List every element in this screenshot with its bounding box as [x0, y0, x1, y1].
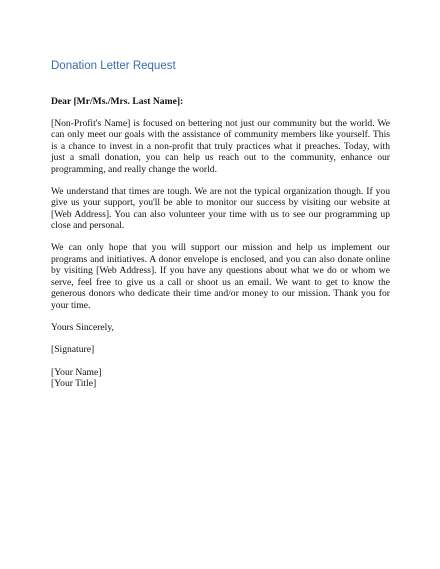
- sender-name: [Your Name]: [51, 366, 102, 378]
- paragraph-mission: We can only hope that you will support our mission and help us implement our programs and initiatives. A donor envelope is enclosed, and you can also donate online by visiting [Web Address]. If you have any questions about what we do or whom we serve, feel free to give us a call or shoot us an email. We want to get to know the generous donors who dedicate their time and/or money to our mission. Thank you for your time.: [51, 241, 390, 311]
- sender-block: [51, 367, 390, 390]
- sender-title: [Your Title]: [51, 378, 97, 390]
- salutation: Dear [Mr/Ms./Mrs. Last Name]:: [51, 96, 184, 107]
- paragraph-support: We understand that times are tough. We are not the typical organization though. If you give us your support, you'll be able to monitor our success by visiting our website at [Web Address]. You can also volunteer your time with us to see our programming up close and personal.: [51, 185, 390, 232]
- closing: Yours Sincerely,: [51, 321, 114, 333]
- signature-placeholder: [Signature]: [51, 344, 95, 356]
- paragraph-intro: [Non-Profit's Name] is focused on bettering not just our community but the world. We can only meet our goals with the assistance of community members like yourself. This is a chance to invest in a non-profit that truly practices what it preaches. Today, with just a small donation, you can help us reach out to the community, enhance our programming, and really change the world.: [51, 117, 390, 175]
- document-title: Donation Letter Request: [51, 60, 176, 72]
- letter-body: [51, 96, 390, 390]
